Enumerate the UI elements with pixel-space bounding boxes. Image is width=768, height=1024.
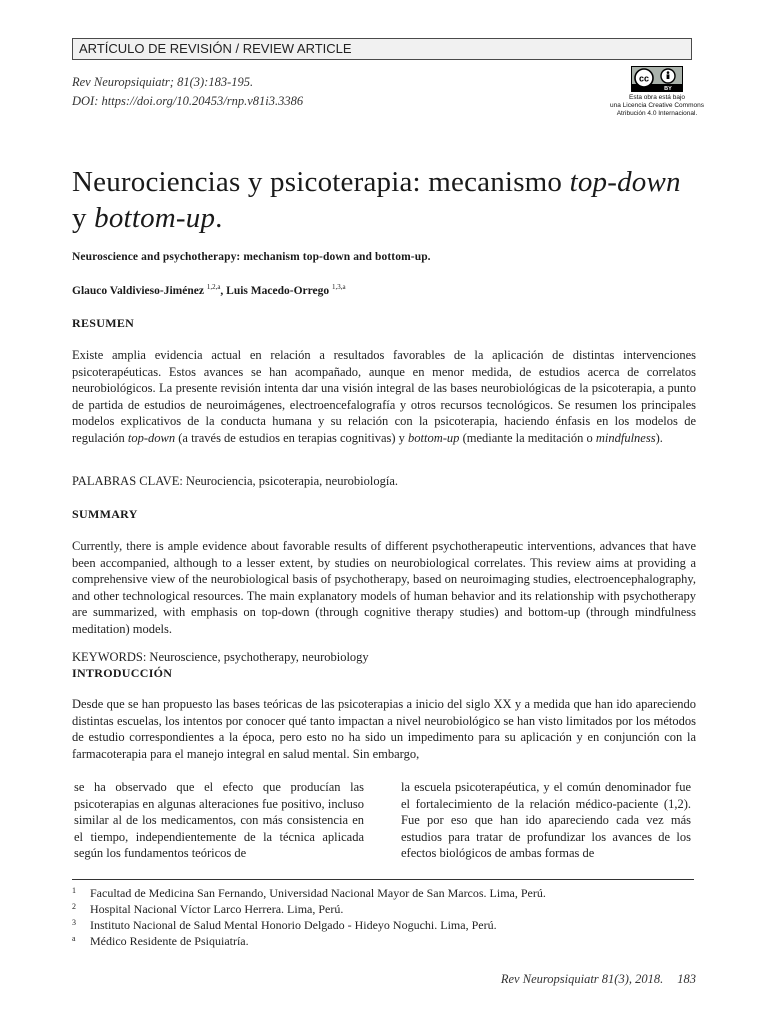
title-part-3: y: [72, 202, 95, 234]
footnote-mark: a: [72, 934, 76, 943]
journal-citation: Rev Neuropsiquiatr; 81(3):183-195.: [72, 75, 254, 89]
footnote-mark: 3: [72, 918, 76, 927]
footnotes: [72, 885, 546, 949]
author-1-affiliation: 1,2,a: [206, 283, 221, 291]
english-title: Neuroscience and psychotherapy: mechanism top-down and bottom-up.: [72, 251, 431, 263]
summary-paragraph: Currently, there is ample evidence about favorable results of different psychotherapeutic interventions, advances that have been accompanied, although to a lesser extent, by studies on neurobiological correlates. This review aims at providing a comprehensive view of the neurobiological basis of psychotherapy, based on neuroimaging studies, electroencephalography, and other technological resources. The main explanatory models of human behavior and its relationship with psychotherapy are summarized, with emphasis on top-down (through cognitive therapy studies) and bottom-up (through mindfulness meditation) models.: [72, 539, 696, 636]
cc-badge-right-label: BY: [664, 86, 672, 91]
title-top-down: top-down: [569, 166, 681, 198]
resumen-text-2: (a través de estudios en terapias cognitivas) y: [175, 430, 409, 445]
author-2-affiliation: 1,3,a: [332, 283, 346, 291]
footnote-1: [72, 885, 546, 901]
license-text: [602, 94, 712, 118]
footnote-mark: 1: [72, 886, 76, 895]
doi-link[interactable]: DOI: https://doi.org/10.20453/rnp.v81i3.3386: [72, 94, 304, 108]
author-2: Luis Macedo-Orrego: [226, 284, 330, 297]
license-block: [602, 66, 712, 118]
license-line-3: Atribución 4.0 Internacional.: [616, 110, 698, 117]
introduccion-paragraph: Desde que se han propuesto las bases teóricas de las psicoterapias a inicio del siglo XX y a medida que han ido apareciendo distintas escuelas, los intentos por conocer qué tanto impactan a nivel neurobiológico se han visto limitados por los métodos de estudio correspondientes a la época, pero esto no ha sido un impedimento para su aplicación y en conjunción con la farmacoterapia para el manejo integral en salud mental. Sin embargo,: [72, 697, 696, 761]
footnote-text: Instituto Nacional de Salud Mental Honorio Delgado - Hideyo Noguchi. Lima, Perú.: [90, 918, 497, 932]
cc-by-icon: [632, 67, 682, 91]
authors-line: [72, 283, 346, 297]
page-footer: [501, 972, 696, 987]
resumen-em-top-down: top-down: [127, 430, 176, 445]
title-part-1: Neurociencias y psicoterapia: mecanismo: [72, 166, 570, 198]
footer-journal: Rev Neuropsiquiatr 81(3), 2018.: [500, 972, 664, 986]
page-number: 183: [677, 972, 696, 986]
article-title: [72, 164, 702, 236]
footnote-a: [72, 933, 546, 949]
footnote-2: [72, 901, 546, 917]
resumen-text-4: ).: [655, 430, 663, 445]
resumen-heading: RESUMEN: [72, 316, 135, 330]
palabras-clave: PALABRAS CLAVE: Neurociencia, psicoterapia, neurobiología.: [72, 474, 398, 488]
resumen-text-3: (mediante la meditación o: [459, 430, 596, 445]
keywords: KEYWORDS: Neuroscience, psychotherapy, neurobiology: [72, 650, 369, 664]
author-1: Glauco Valdivieso-Jiménez: [72, 284, 204, 297]
body-column-right: la escuela psicoterapéutica, y el común denominador fue el fortalecimiento de la relación médico-paciente (1,2). Fue por eso que han ido apareciendo cada vez más estudios para tratar de profundizar los avances de los efectos biológicos de ambas formas de: [401, 780, 691, 860]
footnote-text: Facultad de Medicina San Fernando, Universidad Nacional Mayor de San Marcos. Lima, Perú.: [90, 886, 546, 900]
cc-by-badge[interactable]: [631, 66, 683, 92]
license-line-1: Esta obra está bajo: [628, 94, 685, 101]
license-line-2[interactable]: una Licencia Creative Commons: [610, 102, 704, 109]
introduccion-heading: INTRODUCCIÓN: [72, 666, 173, 680]
resumen-paragraph: [72, 347, 696, 446]
title-part-5: .: [215, 202, 223, 234]
author-separator: ,: [220, 284, 227, 297]
resumen-em-bottom-up: bottom-up: [408, 430, 460, 445]
summary-heading: SUMMARY: [72, 507, 138, 521]
footnote-3: [72, 917, 546, 933]
resumen-em-mindfulness: mindfulness: [595, 430, 656, 445]
body-column-left: se ha observado que el efecto que producían las psicoterapias en algunas alteraciones fue positivo, incluso similar al de los medicamentos, con más consistencia en el tiempo, independientemente de la técnica aplicada según los fundamentos teóricos de: [74, 780, 364, 860]
footnote-text: Médico Residente de Psiquiatría.: [90, 934, 249, 948]
footnote-mark: 2: [72, 902, 76, 911]
citation-block: [72, 73, 303, 111]
title-bottom-up: bottom-up: [94, 202, 216, 234]
footnote-divider: [72, 879, 694, 880]
cc-badge-left-label: cc: [638, 73, 650, 84]
article-type-banner: ARTÍCULO DE REVISIÓN / REVIEW ARTICLE: [72, 38, 692, 60]
resumen-text-1: Existe amplia evidencia actual en relación a resultados favorables de la aplicación de distintas intervenciones psicoterapéuticas. Estos avances se han acompañado, aunque en menor medida, de estudios acerca de correlatos neurobiológicos. La presente revisión intenta dar una visión integral de las bases neurobiológicas de la psicoterapia, a punto de partida de estudios de neuroimágenes, electroencefalografía y otros recursos tecnológicos. Se resumen los principales modelos explicativos de la conducta humana y su relación con la psicoterapia, haciendo énfasis en los modelos de regulación: [72, 348, 696, 445]
footnote-text: Hospital Nacional Víctor Larco Herrera. Lima, Perú.: [90, 902, 344, 916]
